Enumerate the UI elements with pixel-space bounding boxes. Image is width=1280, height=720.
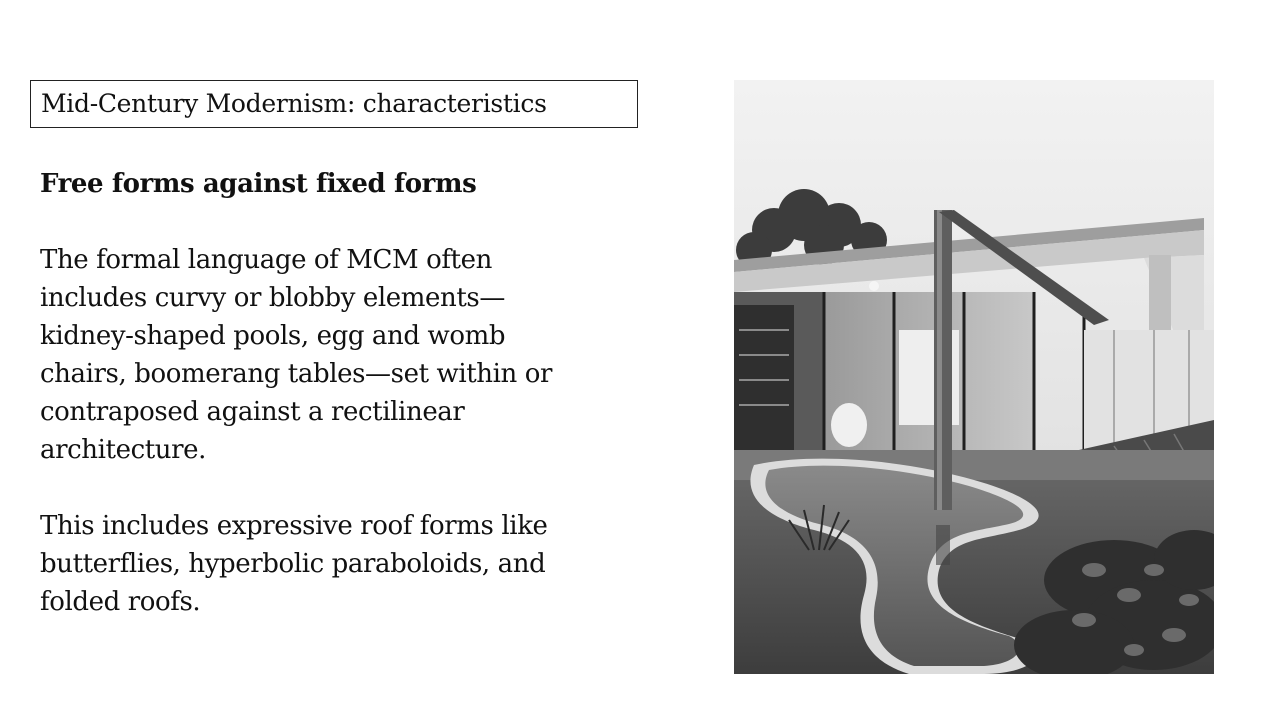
paragraph-line: chairs, boomerang tables—set within or <box>40 359 553 389</box>
paragraph-line: includes curvy or blobby elements— <box>40 283 505 313</box>
paragraph-line: kidney-shaped pools, egg and womb <box>40 321 506 351</box>
paragraph-line: butterflies, hyperbolic paraboloids, and <box>40 549 546 579</box>
slide-title: Mid-Century Modernism: characteristics <box>30 80 638 128</box>
house-photo <box>734 80 1214 674</box>
paragraph-line: contraposed against a rectilinear <box>40 397 465 427</box>
paragraph-line: The formal language of MCM often <box>40 245 492 275</box>
paragraph-line: This includes expressive roof forms like <box>40 511 548 541</box>
paragraph-2 <box>40 507 650 621</box>
body-text <box>40 165 650 659</box>
paragraph-line: architecture. <box>40 435 207 465</box>
subheading: Free forms against fixed forms <box>40 169 477 199</box>
paragraph-1 <box>40 241 650 469</box>
paragraph-line: folded roofs. <box>40 587 201 617</box>
